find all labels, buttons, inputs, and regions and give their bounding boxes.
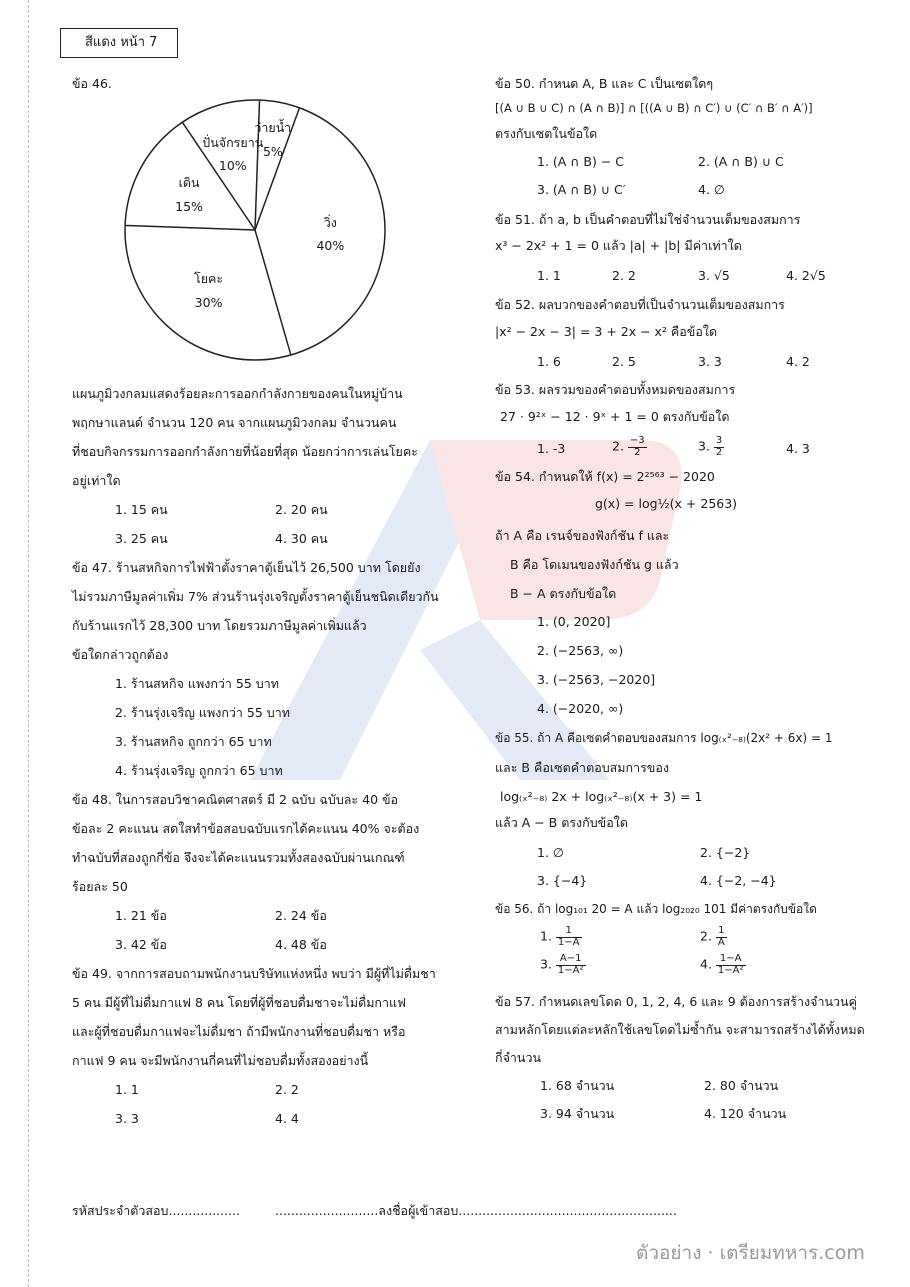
- q55-line: แล้ว A − B ตรงกับข้อใด: [495, 815, 628, 830]
- q49-choice-2[interactable]: 2. 2: [275, 1082, 299, 1097]
- q50-expression: [(A ∪ B ∪ C) ∩ (A ∩ B)] ∩ [((A ∪ B) ∩ C′) ∪ (C′ ∩ B′ ∩ A′)]: [495, 101, 813, 115]
- q47-text-line: ข้อ 47. ร้านสหกิจการไฟฟ้าตั้งราคาตู้เย็นไว้ 26,500 บาท โดยยัง: [72, 560, 421, 575]
- q54-line: ถ้า A คือ เรนจ์ของฟังก์ชัน f และ: [495, 528, 670, 543]
- q50-line: ข้อ 50. กำหนด A, B และ C เป็นเซตใดๆ: [495, 76, 714, 91]
- q55-line: และ B คือเซตคำตอบสมการของ: [495, 760, 669, 775]
- q56-choice-2-fraction: [716, 926, 727, 948]
- q55-line: ข้อ 55. ถ้า A คือเซตคำตอบของสมการ log₍ₓ²₋₈₎(2x² + 6x) = 1: [495, 731, 833, 745]
- q54-choice-3[interactable]: 3. (−2563, −2020]: [537, 672, 656, 687]
- q49-text-line: 5 คน มีผู้ที่ไม่ดื่มกาแฟ 8 คน โดยที่ผู้ที่ชอบดื่มชาจะไม่ดื่มกาแฟ: [72, 995, 406, 1010]
- watermark-logo: [180, 400, 703, 820]
- q54-line: B − A ตรงกับข้อใด: [510, 586, 617, 601]
- q54-choice-1[interactable]: 1. (0, 2020]: [537, 614, 611, 629]
- fraction-numerator: −3: [629, 435, 645, 446]
- q50-choice-3[interactable]: 3. (A ∩ B) ∪ C′: [537, 182, 626, 197]
- fraction-denominator: 2: [715, 446, 723, 458]
- page-label: [60, 28, 178, 58]
- pie-slice-name: ปั่นจักรยาน: [202, 134, 264, 150]
- q53-choice-4[interactable]: 4. 3: [786, 441, 810, 456]
- q56-choice-1-fraction: [556, 926, 582, 948]
- q53-choice-1[interactable]: 1. -3: [537, 441, 566, 456]
- q51-line: ข้อ 51. ถ้า a, b เป็นคำตอบที่ไม่ใช่จำนวนเต็มของสมการ: [495, 212, 801, 227]
- q53-line: ข้อ 53. ผลรวมของคำตอบทั้งหมดของสมการ: [495, 382, 736, 397]
- q50-choice-4[interactable]: 4. ∅: [698, 182, 725, 197]
- q51-equation: x³ − 2x² + 1 = 0 แล้ว |a| + |b| มีค่าเท่าใด: [495, 238, 742, 253]
- q56-choice-1[interactable]: [540, 926, 582, 948]
- fraction-denominator: 2: [634, 446, 641, 458]
- q56-choice-1-label: 1.: [540, 928, 552, 944]
- q54-line: ข้อ 54. กำหนดให้ f(x) = 2²⁵⁶³ − 2020: [495, 469, 715, 484]
- q53-choice-2-num-label: 2.: [612, 438, 624, 454]
- q46-text-line: ที่ชอบกิจกรรมการออกกำลังกายที่น้อยที่สุด น้อยกว่าการเล่นโยคะ: [72, 444, 418, 459]
- q46-choice-4[interactable]: 4. 30 คน: [275, 531, 328, 546]
- q55-choice-4[interactable]: 4. {−2, −4}: [700, 873, 777, 888]
- pie-slice-label: [169, 271, 249, 310]
- pie-slice-label: [290, 215, 370, 254]
- q47-text-line: ไม่รวมภาษีมูลค่าเพิ่ม 7% ส่วนร้านรุ่งเจริญตั้งราคาตู้เย็นชนิดเดียวกัน: [72, 589, 439, 604]
- q52-equation: |x² − 2x − 3| = 3 + 2x − x² คือข้อใด: [495, 324, 718, 339]
- q51-choice-3[interactable]: 3. √5: [698, 268, 730, 283]
- q55-choice-3[interactable]: 3. {−4}: [537, 873, 588, 888]
- q49-choice-3[interactable]: 3. 3: [115, 1111, 139, 1126]
- fraction-numerator: 1: [556, 926, 582, 938]
- q55-equation: log₍ₓ²₋₈₎ 2x + log₍ₓ²₋₈₎(x + 3) = 1: [500, 789, 703, 804]
- q56-choice-4-label: 4.: [700, 956, 712, 972]
- q51-choice-1[interactable]: 1. 1: [537, 268, 561, 283]
- q47-choice-3[interactable]: 3. ร้านสหกิจ ถูกกว่า 65 บาท: [115, 734, 272, 749]
- pie-slice-label: [233, 120, 313, 159]
- q48-text-line: ข้อละ 2 คะแนน สดใสทำข้อสอบฉบับแรกได้คะแนน 40% จะต้อง: [72, 821, 420, 836]
- q53-equation: 27 · 9²ˣ − 12 · 9ˣ + 1 = 0 ตรงกับข้อใด: [500, 409, 730, 424]
- fraction-numerator: 3: [715, 435, 723, 446]
- q51-choice-4[interactable]: 4. 2√5: [786, 268, 826, 283]
- q53-choice-3-fraction: [714, 436, 724, 458]
- pie-slice-name: เดิน: [178, 175, 200, 191]
- q53-choice-3[interactable]: [698, 436, 724, 458]
- q52-choice-4[interactable]: 4. 2: [786, 354, 810, 369]
- q49-text-line: และผู้ที่ชอบดื่มกาแฟจะไม่ดื่มชา ถ้ามีพนักงานที่ชอบดื่มชา หรือ: [72, 1024, 406, 1039]
- q46-text-line: พฤกษาแลนด์ จำนวน 120 คน จากแผนภูมิวงกลม จำนวนคน: [72, 415, 397, 430]
- q47-text-line: กับร้านแรกไว้ 28,300 บาท โดยรวมภาษีมูลค่าเพิ่มแล้ว: [72, 618, 367, 633]
- q54-choice-2[interactable]: 2. (−2563, ∞): [537, 643, 624, 658]
- q53-choice-2[interactable]: [612, 436, 647, 458]
- q46-label: ข้อ 46.: [72, 76, 112, 91]
- q50-choice-2[interactable]: 2. (A ∩ B) ∪ C: [698, 154, 784, 169]
- q57-choice-2[interactable]: 2. 80 จำนวน: [704, 1078, 779, 1093]
- q56-choice-2[interactable]: [700, 926, 727, 948]
- fraction-numerator: 1−A: [716, 954, 746, 966]
- q56-choice-3-label: 3.: [540, 956, 552, 972]
- q46-choice-2[interactable]: 2. 20 คน: [275, 502, 328, 517]
- q46-choice-1[interactable]: 1. 15 คน: [115, 502, 168, 517]
- q48-choice-3[interactable]: 3. 42 ข้อ: [115, 937, 167, 952]
- q57-text-line: ข้อ 57. กำหนดเลขโดด 0, 1, 2, 4, 6 และ 9 ต้องการสร้างจำนวนคู่: [495, 994, 857, 1009]
- q48-choice-2[interactable]: 2. 24 ข้อ: [275, 908, 327, 923]
- q56-choice-4-fraction: [716, 954, 746, 976]
- q56-choice-3[interactable]: [540, 954, 586, 976]
- q51-choice-2[interactable]: 2. 2: [612, 268, 636, 283]
- pie-slice-name: โยคะ: [194, 271, 224, 287]
- q55-choice-2[interactable]: 2. {−2}: [700, 845, 751, 860]
- fraction-numerator: 1: [716, 926, 727, 938]
- signature-field: ..........................ลงชื่อผู้เข้าสอบ.......................................................: [275, 1203, 677, 1218]
- q47-choice-1[interactable]: 1. ร้านสหกิจ แพงกว่า 55 บาท: [115, 676, 279, 691]
- page-label-text: สีแดง หน้า 7: [85, 34, 158, 50]
- pie-slice-percent: 15%: [175, 199, 203, 215]
- q46-text-line: อยู่เท่าใด: [72, 473, 121, 488]
- q48-text-line: ข้อ 48. ในการสอบวิชาคณิตศาสตร์ มี 2 ฉบับ ฉบับละ 40 ข้อ: [72, 792, 399, 807]
- q52-choice-2[interactable]: 2. 5: [612, 354, 636, 369]
- examinee-id-field: รหัสประจำตัวสอบ..................: [72, 1203, 241, 1218]
- q57-choice-4[interactable]: 4. 120 จำนวน: [704, 1106, 787, 1121]
- margin-line: [28, 0, 29, 1287]
- q46-text-line: แผนภูมิวงกลมแสดงร้อยละการออกกำลังกายของคนในหมู่บ้าน: [72, 386, 403, 401]
- pie-slice-percent: 10%: [218, 158, 247, 174]
- q46-choice-3[interactable]: 3. 25 คน: [115, 531, 168, 546]
- q50-choice-1[interactable]: 1. (A ∩ B) − C: [537, 154, 625, 169]
- fraction-denominator: 1−A²: [717, 964, 744, 976]
- q49-choice-1[interactable]: 1. 1: [115, 1082, 139, 1097]
- q47-choice-2[interactable]: 2. ร้านรุ่งเจริญ แพงกว่า 55 บาท: [115, 705, 290, 720]
- q54-line: g(x) = log½(x + 2563): [595, 496, 738, 511]
- q48-choice-4[interactable]: 4. 48 ข้อ: [275, 937, 327, 952]
- q57-choice-1[interactable]: 1. 68 จำนวน: [540, 1078, 615, 1093]
- q52-choice-1[interactable]: 1. 6: [537, 354, 561, 369]
- q56-line: ข้อ 56. ถ้า log₁₀₁ 20 = A แล้ว log₂₀₂₀ 101 มีค่าตรงกับข้อใด: [495, 902, 817, 916]
- pie-slice-percent: 40%: [316, 238, 345, 254]
- q53-choice-2-fraction: [628, 436, 647, 458]
- q56-choice-2-label: 2.: [700, 928, 712, 944]
- q52-choice-3[interactable]: 3. 3: [698, 354, 722, 369]
- q53-choice-3-num-label: 3.: [698, 438, 710, 454]
- pie-slice-label: [149, 175, 229, 214]
- q57-text-line: สามหลักโดยแต่ละหลักใช้เลขโดดไม่ซ้ำกัน จะสามารถสร้างได้ทั้งหมด: [495, 1022, 865, 1037]
- q48-text-line: ร้อยละ 50: [72, 879, 128, 894]
- q57-text-line: กี่จำนวน: [495, 1050, 542, 1065]
- q56-choice-4[interactable]: [700, 954, 746, 976]
- q49-text-line: กาแฟ 9 คน จะมีพนักงานกี่คนที่ไม่ชอบดื่มทั้งสองอย่างนี้: [72, 1053, 369, 1068]
- pie-slice-percent: 30%: [194, 295, 223, 311]
- q47-choice-4[interactable]: 4. ร้านรุ่งเจริญ ถูกกว่า 65 บาท: [115, 763, 283, 778]
- pie-slice-percent: 5%: [262, 143, 283, 159]
- q49-choice-4[interactable]: 4. 4: [275, 1111, 299, 1126]
- q52-line: ข้อ 52. ผลบวกของคำตอบที่เป็นจำนวนเต็มของสมการ: [495, 297, 785, 312]
- q47-text-line: ข้อใดกล่าวถูกต้อง: [72, 647, 169, 662]
- q50-line: ตรงกับเซตในข้อใด: [495, 126, 598, 141]
- q55-choice-1[interactable]: 1. ∅: [537, 845, 564, 860]
- fraction-numerator: A−1: [556, 954, 586, 966]
- q54-choice-4[interactable]: 4. (−2020, ∞): [537, 701, 624, 716]
- fraction-denominator: 1−A²: [557, 964, 584, 976]
- site-watermark-text: ตัวอย่าง · เตรียมทหาร.com: [636, 1242, 865, 1264]
- pie-slice-name: วิ่ง: [323, 214, 337, 230]
- fraction-denominator: A: [717, 936, 725, 948]
- q49-text-line: ข้อ 49. จากการสอบถามพนักงานบริษัทแห่งหนึ่ง พบว่า มีผู้ที่ไม่ดื่มชา: [72, 966, 436, 981]
- fraction-denominator: 1−A: [557, 936, 580, 948]
- pie-slice-name: ว่ายน้ำ: [254, 120, 292, 136]
- q48-text-line: ทำฉบับที่สองถูกกี่ข้อ จึงจะได้คะแนนรวมทั้งสองฉบับผ่านเกณฑ์: [72, 850, 405, 865]
- q57-choice-3[interactable]: 3. 94 จำนวน: [540, 1106, 615, 1121]
- q56-choice-3-fraction: [556, 954, 586, 976]
- q54-line: B คือ โดเมนของฟังก์ชัน g แล้ว: [510, 557, 679, 572]
- q48-choice-1[interactable]: 1. 21 ข้อ: [115, 908, 167, 923]
